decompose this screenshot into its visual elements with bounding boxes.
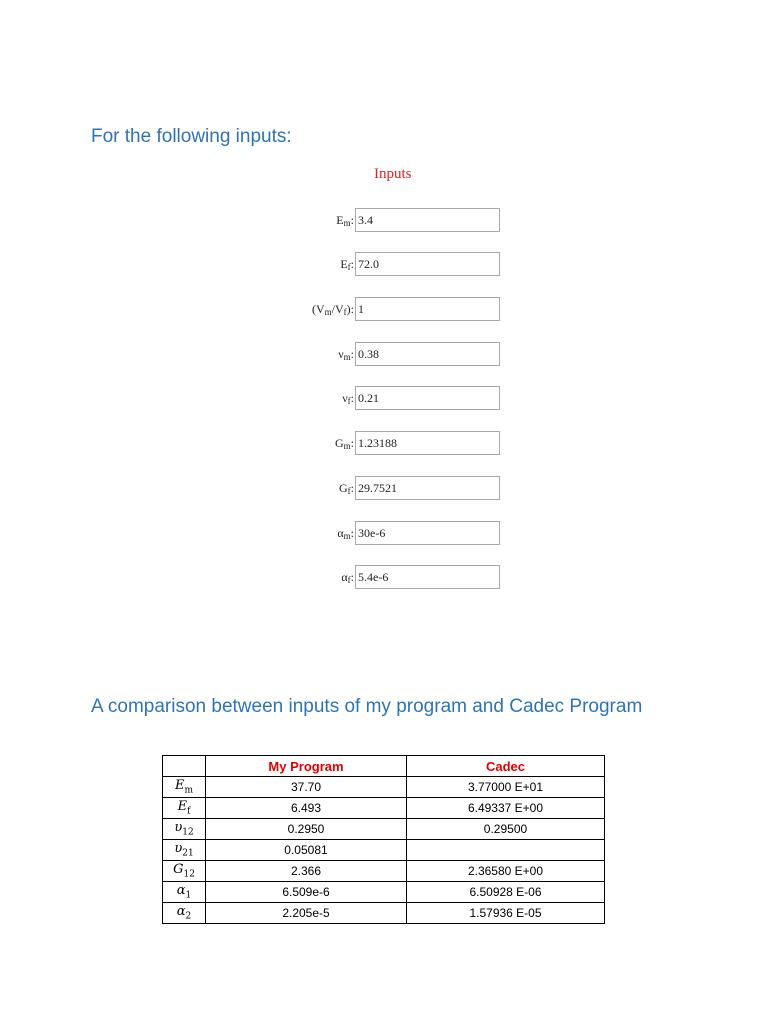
row-symbol: $G_{12}$ (163, 861, 206, 882)
input-label: $E_f$: (340, 257, 354, 272)
row-my-program-value: 6.509e-6 (206, 882, 407, 903)
row-cadec-value: 0.29500 (407, 819, 605, 840)
row-symbol: $\alpha_1$ (163, 882, 206, 903)
input-label: $\alpha_f$: (341, 570, 354, 585)
input-label: $E_m$: (336, 213, 354, 228)
input-row-em (200, 208, 500, 232)
nuf-field[interactable]: 0.21 (355, 386, 500, 410)
input-row-vm-vf (200, 297, 500, 321)
input-row-alphaf (200, 565, 500, 589)
input-label: $(V_m/V_f)$: (311, 302, 354, 317)
table-row (163, 903, 605, 924)
alpham-field[interactable]: 30e-6 (355, 521, 500, 545)
alphaf-field[interactable]: 5.4e-6 (355, 565, 500, 589)
row-my-program-value: 0.2950 (206, 819, 407, 840)
inputs-panel-title: Inputs (374, 166, 412, 182)
table-header-symbol (163, 756, 206, 777)
num-field[interactable]: 0.38 (355, 342, 500, 366)
table-row (163, 819, 605, 840)
em-field[interactable]: 3.4 (355, 208, 500, 232)
row-cadec-value: 3.77000 E+01 (407, 777, 605, 798)
input-row-nuf (200, 386, 500, 410)
row-cadec-value: 1.57936 E-05 (407, 903, 605, 924)
input-label: $\alpha_m$: (337, 526, 354, 541)
page-heading-comparison: A comparison between inputs of my program and Cadec Program (91, 696, 643, 717)
input-label: $\nu_m$: (338, 347, 354, 362)
input-label: $G_m$: (334, 436, 354, 451)
table-header-my-program: My Program (206, 756, 407, 777)
ef-field[interactable]: 72.0 (355, 252, 500, 276)
row-cadec-value: 6.49337 E+00 (407, 798, 605, 819)
row-cadec-value (407, 840, 605, 861)
table-row (163, 840, 605, 861)
input-row-gm (200, 431, 500, 455)
table-row (163, 861, 605, 882)
row-cadec-value: 2.36580 E+00 (407, 861, 605, 882)
row-my-program-value: 0.05081 (206, 840, 407, 861)
input-label: $\nu_f$: (342, 391, 354, 406)
row-my-program-value: 6.493 (206, 798, 407, 819)
volume-ratio-field[interactable]: 1 (355, 297, 500, 321)
table-row (163, 882, 605, 903)
gf-field[interactable]: 29.7521 (355, 476, 500, 500)
row-cadec-value: 6.50928 E-06 (407, 882, 605, 903)
row-symbol: $E_m$ (163, 777, 206, 798)
page-heading-inputs: For the following inputs: (91, 126, 292, 147)
input-row-num (200, 342, 500, 366)
row-symbol: $\alpha_2$ (163, 903, 206, 924)
table-row (163, 798, 605, 819)
table-header-row (163, 756, 605, 777)
table-row (163, 777, 605, 798)
row-my-program-value: 2.205e-5 (206, 903, 407, 924)
input-row-alpham (200, 521, 500, 545)
comparison-table (162, 755, 605, 924)
gm-field[interactable]: 1.23188 (355, 431, 500, 455)
input-label: $G_f$: (338, 481, 354, 496)
row-my-program-value: 2.366 (206, 861, 407, 882)
row-symbol: $E_f$ (163, 798, 206, 819)
row-my-program-value: 37.70 (206, 777, 407, 798)
input-row-ef (200, 252, 500, 276)
row-symbol: $\upsilon_{12}$ (163, 819, 206, 840)
row-symbol: $\upsilon_{21}$ (163, 840, 206, 861)
input-row-gf (200, 476, 500, 500)
table-header-cadec: Cadec (407, 756, 605, 777)
